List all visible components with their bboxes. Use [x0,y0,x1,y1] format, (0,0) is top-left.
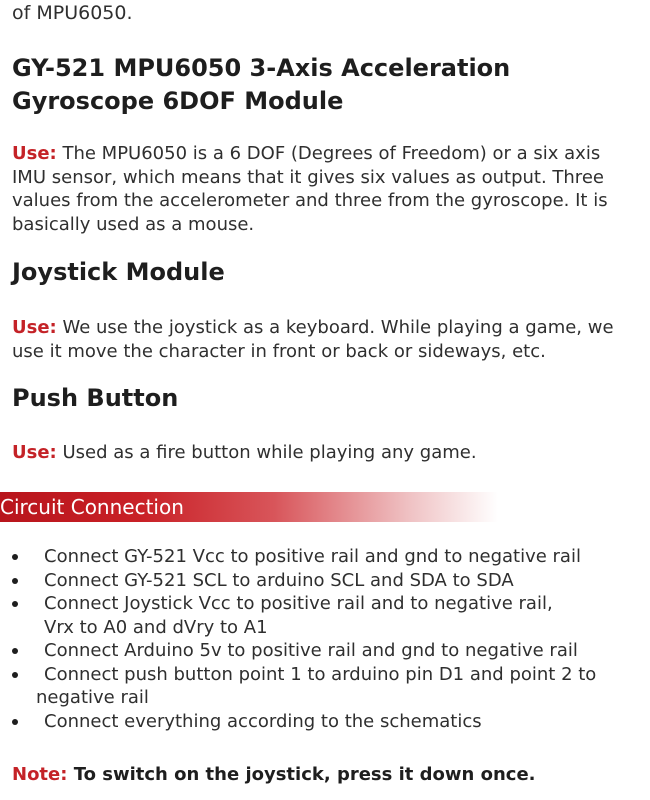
bullet-icon [12,672,18,678]
circuit-step [0,545,640,569]
button-use-paragraph [12,441,638,465]
circuit-step [0,710,640,734]
circuit-step-text: Connect GY-521 Vcc to positive rail and gnd to negative rail [44,546,581,567]
circuit-connection-banner [0,492,498,522]
circuit-step-text: Connect Arduino 5v to positive rail and gnd to negative rail [44,640,578,661]
button-use-text: Used as a fire button while playing any game. [56,442,477,463]
intro-text: of MPU6050. [12,2,133,24]
circuit-step-text: Connect everything according to the schematics [44,710,482,732]
mpu-use-label: Use: [12,143,57,164]
joystick-use-label: Use: [12,317,57,338]
circuit-step [0,639,640,663]
button-use-label: Use: [12,442,57,463]
note-line [12,764,536,785]
bullet-icon [12,578,18,584]
bullet-icon [12,719,18,725]
circuit-step-text: Connect Joystick Vcc to positive rail and to negative rail, Vrx to A0 and dVry to A1 [44,593,553,638]
circuit-step-text: Connect GY-521 SCL to arduino SCL and SDA to SDA [44,569,514,591]
circuit-step [0,569,640,593]
circuit-step [0,663,640,710]
joystick-section-title: Joystick Module [12,258,225,286]
circuit-connection-heading: Circuit Connection [0,495,184,519]
bullet-icon [12,554,18,560]
circuit-steps-list [0,545,640,733]
note-label: Note: [12,764,68,785]
push-button-section-title: Push Button [12,384,179,412]
mpu-use-paragraph [12,142,638,236]
bullet-icon [12,601,18,607]
mpu-section-title: GY-521 MPU6050 3-Axis Acceleration Gyroscope 6DOF Module [12,54,511,115]
joystick-use-text: We use the joystick as a keyboard. While playing a game, we use it move the character in front or back or sideways, etc. [12,317,614,362]
circuit-step [0,592,640,639]
circuit-step-text: Connect push button point 1 to arduino pin D1 and point 2 to negative rail [36,663,597,708]
joystick-use-paragraph [12,316,638,363]
note-text: To switch on the joystick, press it down once. [67,764,536,785]
mpu-use-text: The MPU6050 is a 6 DOF (Degrees of Freedom) or a six axis IMU sensor, which means that it gives six values as output. Three values from the accelerometer and three from the gyroscope. It is basically used as a mouse. [12,143,608,235]
bullet-icon [12,648,18,654]
